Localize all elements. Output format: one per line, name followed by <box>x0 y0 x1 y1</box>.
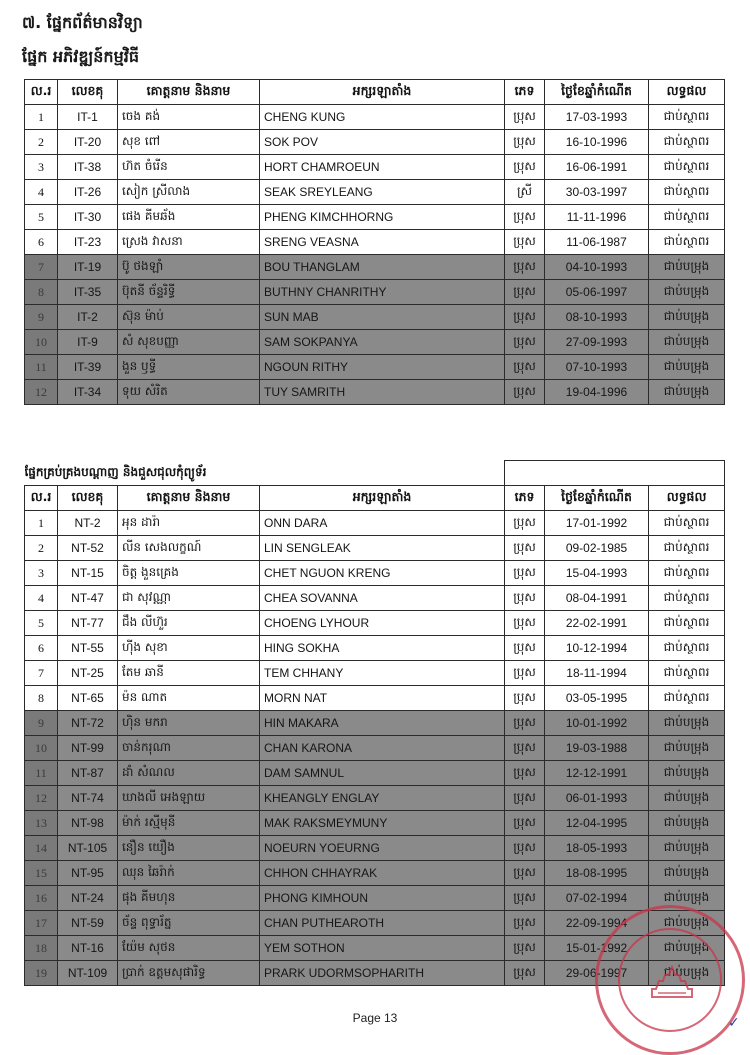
candidate-code: NT-59 <box>58 911 118 936</box>
latin-name: SUN MAB <box>260 305 505 330</box>
sex: ប្រុស <box>505 761 545 786</box>
result: ជាប់ស្ថាពរ <box>649 105 725 130</box>
date-of-birth: 18-05-1993 <box>545 836 649 861</box>
date-of-birth: 04-10-1993 <box>545 255 649 280</box>
row-number: 8 <box>25 686 58 711</box>
date-of-birth: 22-02-1991 <box>545 611 649 636</box>
latin-name: SRENG VEASNA <box>260 230 505 255</box>
table-row <box>25 355 725 380</box>
latin-name: DAM SAMNUL <box>260 761 505 786</box>
table-row <box>25 511 725 536</box>
col-header-code: លេខគុ <box>58 80 118 105</box>
date-of-birth: 12-04-1995 <box>545 811 649 836</box>
table-row <box>25 561 725 586</box>
network-section-empty <box>505 461 725 486</box>
col-header-result: លទ្ធផល <box>649 486 725 511</box>
col-header-sex: ភេទ <box>505 80 545 105</box>
khmer-name: ប្រាក់ ឧត្តមសុផារិទ្ធ <box>118 961 260 986</box>
row-number: 1 <box>25 105 58 130</box>
latin-name: KHEANGLY ENGLAY <box>260 786 505 811</box>
date-of-birth: 05-06-1997 <box>545 280 649 305</box>
latin-name: HORT CHAMROEUN <box>260 155 505 180</box>
candidate-code: NT-98 <box>58 811 118 836</box>
col-header-result: លទ្ធផល <box>649 80 725 105</box>
latin-name: NGOUN RITHY <box>260 355 505 380</box>
page-number: Page 13 <box>352 1011 398 1025</box>
candidate-code: NT-2 <box>58 511 118 536</box>
subsection-heading: ផ្នែក អភិវឌ្ឍន៍កម្មវិធី <box>22 47 139 66</box>
sex: ប្រុស <box>505 736 545 761</box>
row-number: 9 <box>25 305 58 330</box>
candidate-code: IT-26 <box>58 180 118 205</box>
khmer-name: ដាំ សំណល <box>118 761 260 786</box>
row-number: 6 <box>25 230 58 255</box>
khmer-name: ផេង គីមឆ័ង <box>118 205 260 230</box>
result: ជាប់ស្ថាពរ <box>649 636 725 661</box>
candidate-code: IT-1 <box>58 105 118 130</box>
row-number: 9 <box>25 711 58 736</box>
result: ជាប់បម្រុង <box>649 886 725 911</box>
khmer-name: ផុង គីមហុន <box>118 886 260 911</box>
sex: ប្រុស <box>505 380 545 405</box>
sex: ប្រុស <box>505 105 545 130</box>
latin-name: BOU THANGLAM <box>260 255 505 280</box>
sex: ប្រុស <box>505 611 545 636</box>
date-of-birth: 18-11-1994 <box>545 661 649 686</box>
sex: ស្រី <box>505 180 545 205</box>
khmer-name: តែម ឆានី <box>118 661 260 686</box>
candidate-code: NT-72 <box>58 711 118 736</box>
row-number: 4 <box>25 180 58 205</box>
table-row <box>25 661 725 686</box>
latin-name: CHOENG LYHOUR <box>260 611 505 636</box>
col-header-khmer-name: គោត្តនាម និងនាម <box>118 486 260 511</box>
latin-name: CHHON CHHAYRAK <box>260 861 505 886</box>
latin-name: SEAK SREYLEANG <box>260 180 505 205</box>
col-header-khmer-name: គោត្តនាម និងនាម <box>118 80 260 105</box>
result: ជាប់ស្ថាពរ <box>649 661 725 686</box>
khmer-name: នឿន យឿង <box>118 836 260 861</box>
latin-name: SOK POV <box>260 130 505 155</box>
sex: ប្រុស <box>505 711 545 736</box>
khmer-name: យ៉ែម សុថន <box>118 936 260 961</box>
sex: ប្រុស <box>505 586 545 611</box>
latin-name: MORN NAT <box>260 686 505 711</box>
latin-name: PRARK UDORMSOPHARITH <box>260 961 505 986</box>
khmer-name: សៀក ស្រីលាង <box>118 180 260 205</box>
col-header-dob: ថ្ងៃខែឆ្នាំកំណើត <box>545 486 649 511</box>
candidate-code: NT-25 <box>58 661 118 686</box>
row-number: 13 <box>25 811 58 836</box>
candidate-code: IT-19 <box>58 255 118 280</box>
date-of-birth: 16-10-1996 <box>545 130 649 155</box>
sex: ប្រុស <box>505 130 545 155</box>
candidate-code: NT-99 <box>58 736 118 761</box>
row-number: 17 <box>25 911 58 936</box>
table-row <box>25 886 725 911</box>
khmer-name: ចិត្ត ងួនគ្រេង <box>118 561 260 586</box>
section-heading: ៧. ផ្នែកព័ត៌មានវិទ្យា <box>22 13 143 32</box>
latin-name: TEM CHHANY <box>260 661 505 686</box>
sex: ប្រុស <box>505 686 545 711</box>
result: ជាប់បម្រុង <box>649 305 725 330</box>
col-header-latin-name: អក្សរឡាតាំង <box>260 486 505 511</box>
row-number: 19 <box>25 961 58 986</box>
sex: ប្រុស <box>505 936 545 961</box>
latin-name: BUTHNY CHANRITHY <box>260 280 505 305</box>
date-of-birth: 08-04-1991 <box>545 586 649 611</box>
khmer-name: ជា សុវណ្ណា <box>118 586 260 611</box>
table-row <box>25 380 725 405</box>
candidate-code: IT-2 <box>58 305 118 330</box>
sex: ប្រុស <box>505 911 545 936</box>
sex: ប្រុស <box>505 786 545 811</box>
result: ជាប់ស្ថាពរ <box>649 205 725 230</box>
col-header-no: ល.រ <box>25 80 58 105</box>
network-section-title: ផ្នែកគ្រប់គ្រងបណ្តាញ និងជួសជុលកុំព្យូទ័រ <box>25 461 505 486</box>
row-number: 3 <box>25 155 58 180</box>
candidate-code: NT-77 <box>58 611 118 636</box>
date-of-birth: 06-01-1993 <box>545 786 649 811</box>
candidate-code: IT-38 <box>58 155 118 180</box>
result: ជាប់ស្ថាពរ <box>649 586 725 611</box>
row-number: 14 <box>25 836 58 861</box>
date-of-birth: 11-11-1996 <box>545 205 649 230</box>
candidate-code: NT-74 <box>58 786 118 811</box>
result: ជាប់ស្ថាពរ <box>649 561 725 586</box>
row-number: 10 <box>25 736 58 761</box>
latin-name: PHENG KIMCHHORNG <box>260 205 505 230</box>
khmer-name: ចាន់ករុណា <box>118 736 260 761</box>
latin-name: SAM SOKPANYA <box>260 330 505 355</box>
candidate-code: IT-30 <box>58 205 118 230</box>
row-number: 12 <box>25 380 58 405</box>
row-number: 7 <box>25 255 58 280</box>
result: ជាប់ស្ថាពរ <box>649 155 725 180</box>
latin-name: NOEURN YOEURNG <box>260 836 505 861</box>
table-row <box>25 255 725 280</box>
table-row <box>25 130 725 155</box>
date-of-birth: 17-01-1992 <box>545 511 649 536</box>
date-of-birth: 07-02-1994 <box>545 886 649 911</box>
date-of-birth: 30-03-1997 <box>545 180 649 205</box>
date-of-birth: 15-01-1992 <box>545 936 649 961</box>
sex: ប្រុស <box>505 280 545 305</box>
row-number: 12 <box>25 786 58 811</box>
table-row <box>25 105 725 130</box>
date-of-birth: 18-08-1995 <box>545 861 649 886</box>
candidate-code: NT-87 <box>58 761 118 786</box>
latin-name: TUY SAMRITH <box>260 380 505 405</box>
sex: ប្រុស <box>505 155 545 180</box>
khmer-name: ហ៊ិន មករា <box>118 711 260 736</box>
result: ជាប់បម្រុង <box>649 380 725 405</box>
sex: ប្រុស <box>505 536 545 561</box>
date-of-birth: 15-04-1993 <box>545 561 649 586</box>
result: ជាប់បម្រុង <box>649 811 725 836</box>
row-number: 7 <box>25 661 58 686</box>
result: ជាប់បម្រុង <box>649 961 725 986</box>
result: ជាប់បម្រុង <box>649 736 725 761</box>
result: ជាប់ស្ថាពរ <box>649 611 725 636</box>
khmer-name: សំ សុខបញ្ញា <box>118 330 260 355</box>
result: ជាប់ស្ថាពរ <box>649 230 725 255</box>
latin-name: CHAN KARONA <box>260 736 505 761</box>
table-row <box>25 786 725 811</box>
latin-name: CHEA SOVANNA <box>260 586 505 611</box>
candidate-code: NT-105 <box>58 836 118 861</box>
khmer-name: សុខ ពៅ <box>118 130 260 155</box>
candidate-code: NT-15 <box>58 561 118 586</box>
date-of-birth: 11-06-1987 <box>545 230 649 255</box>
date-of-birth: 19-03-1988 <box>545 736 649 761</box>
date-of-birth: 22-09-1994 <box>545 911 649 936</box>
table-row <box>25 836 725 861</box>
khmer-name: ច័ន្ទ ពុទ្ធារ័ត្ន <box>118 911 260 936</box>
col-header-sex: ភេទ <box>505 486 545 511</box>
row-number: 18 <box>25 936 58 961</box>
col-header-dob: ថ្ងៃខែឆ្នាំកំណើត <box>545 80 649 105</box>
table-row <box>25 230 725 255</box>
temple-icon <box>650 965 694 999</box>
sex: ប្រុស <box>505 886 545 911</box>
date-of-birth: 27-09-1993 <box>545 330 649 355</box>
row-number: 11 <box>25 761 58 786</box>
result: ជាប់បម្រុង <box>649 330 725 355</box>
candidate-code: NT-95 <box>58 861 118 886</box>
khmer-name: ហ៊ីង សុខា <box>118 636 260 661</box>
khmer-name: ជឹង លីហ៊ួរ <box>118 611 260 636</box>
table-row <box>25 536 725 561</box>
result: ជាប់ស្ថាពរ <box>649 536 725 561</box>
table-row <box>25 586 725 611</box>
network-table-body <box>25 511 725 986</box>
result: ជាប់បម្រុង <box>649 711 725 736</box>
candidate-code: IT-23 <box>58 230 118 255</box>
candidate-code: IT-34 <box>58 380 118 405</box>
row-number: 3 <box>25 561 58 586</box>
table-row <box>25 155 725 180</box>
row-number: 5 <box>25 205 58 230</box>
khmer-name: ស៊ុន ម៉ាប់ <box>118 305 260 330</box>
table-row <box>25 611 725 636</box>
khmer-name: ទុយ សំរិត <box>118 380 260 405</box>
col-header-no: ល.រ <box>25 486 58 511</box>
khmer-name: ឈុន ឆៃរ៉ាក់ <box>118 861 260 886</box>
date-of-birth: 12-12-1991 <box>545 761 649 786</box>
date-of-birth: 03-05-1995 <box>545 686 649 711</box>
candidate-code: NT-52 <box>58 536 118 561</box>
date-of-birth: 10-01-1992 <box>545 711 649 736</box>
table-row <box>25 686 725 711</box>
date-of-birth: 07-10-1993 <box>545 355 649 380</box>
candidate-code: NT-65 <box>58 686 118 711</box>
khmer-name: ម៉ន ណាត <box>118 686 260 711</box>
latin-name: LIN SENGLEAK <box>260 536 505 561</box>
sex: ប្រុស <box>505 205 545 230</box>
result: ជាប់បម្រុង <box>649 861 725 886</box>
table-row <box>25 761 725 786</box>
row-number: 15 <box>25 861 58 886</box>
row-number: 16 <box>25 886 58 911</box>
table-row <box>25 861 725 886</box>
table-row <box>25 280 725 305</box>
latin-name: MAK RAKSMEYMUNY <box>260 811 505 836</box>
table-row <box>25 330 725 355</box>
date-of-birth: 10-12-1994 <box>545 636 649 661</box>
it-results-table <box>24 79 725 405</box>
row-number: 5 <box>25 611 58 636</box>
candidate-code: NT-47 <box>58 586 118 611</box>
khmer-name: ប៊ុតនី ច័ន្ទរិទ្ធី <box>118 280 260 305</box>
it-table-body <box>25 105 725 405</box>
result: ជាប់បម្រុង <box>649 911 725 936</box>
table-row <box>25 711 725 736</box>
result: ជាប់បម្រុង <box>649 936 725 961</box>
row-number: 1 <box>25 511 58 536</box>
latin-name: CHET NGUON KRENG <box>260 561 505 586</box>
table-row <box>25 205 725 230</box>
signature-initial-mark: ✓ <box>728 1015 740 1031</box>
latin-name: CHENG KUNG <box>260 105 505 130</box>
result: ជាប់បម្រុង <box>649 761 725 786</box>
row-number: 4 <box>25 586 58 611</box>
khmer-name: ប៊ូ ថងឡាំ <box>118 255 260 280</box>
row-number: 2 <box>25 130 58 155</box>
result: ជាប់បម្រុង <box>649 786 725 811</box>
sex: ប្រុស <box>505 636 545 661</box>
table-header-row <box>25 80 725 105</box>
result: ជាប់ស្ថាពរ <box>649 511 725 536</box>
khmer-name: ងួន ឫទ្ធី <box>118 355 260 380</box>
row-number: 8 <box>25 280 58 305</box>
latin-name: HING SOKHA <box>260 636 505 661</box>
row-number: 2 <box>25 536 58 561</box>
latin-name: CHAN PUTHEAROTH <box>260 911 505 936</box>
khmer-name: ចេង គង់ <box>118 105 260 130</box>
candidate-code: IT-9 <box>58 330 118 355</box>
sex: ប្រុស <box>505 961 545 986</box>
date-of-birth: 17-03-1993 <box>545 105 649 130</box>
result: ជាប់ស្ថាពរ <box>649 180 725 205</box>
khmer-name: ម៉ាក់ រស្មីមុនី <box>118 811 260 836</box>
sex: ប្រុស <box>505 330 545 355</box>
sex: ប្រុស <box>505 355 545 380</box>
col-header-code: លេខគុ <box>58 486 118 511</box>
row-number: 11 <box>25 355 58 380</box>
candidate-code: IT-20 <box>58 130 118 155</box>
latin-name: YEM SOTHON <box>260 936 505 961</box>
sex: ប្រុស <box>505 230 545 255</box>
khmer-name: អុន ដារ៉ា <box>118 511 260 536</box>
network-results-table <box>24 460 725 986</box>
sex: ប្រុស <box>505 861 545 886</box>
result: ជាប់ស្ថាពរ <box>649 686 725 711</box>
row-number: 6 <box>25 636 58 661</box>
date-of-birth: 16-06-1991 <box>545 155 649 180</box>
date-of-birth: 09-02-1985 <box>545 536 649 561</box>
network-section-title-row <box>25 461 725 486</box>
table-row <box>25 636 725 661</box>
sex: ប្រុស <box>505 811 545 836</box>
candidate-code: NT-24 <box>58 886 118 911</box>
khmer-name: ហ៊ត ចំរើន <box>118 155 260 180</box>
table-row <box>25 180 725 205</box>
date-of-birth: 19-04-1996 <box>545 380 649 405</box>
result: ជាប់បម្រុង <box>649 355 725 380</box>
sex: ប្រុស <box>505 255 545 280</box>
row-number: 10 <box>25 330 58 355</box>
candidate-code: IT-39 <box>58 355 118 380</box>
result: ជាប់ស្ថាពរ <box>649 130 725 155</box>
latin-name: HIN MAKARA <box>260 711 505 736</box>
result: ជាប់បម្រុង <box>649 280 725 305</box>
candidate-code: NT-109 <box>58 961 118 986</box>
sex: ប្រុស <box>505 511 545 536</box>
result: ជាប់បម្រុង <box>649 836 725 861</box>
khmer-name: ស្រេង វាសនា <box>118 230 260 255</box>
candidate-code: NT-16 <box>58 936 118 961</box>
date-of-birth: 29-06-1997 <box>545 961 649 986</box>
candidate-code: NT-55 <box>58 636 118 661</box>
khmer-name: ឃាងលី អេងឡាយ <box>118 786 260 811</box>
table-row <box>25 736 725 761</box>
sex: ប្រុស <box>505 561 545 586</box>
latin-name: PHONG KIMHOUN <box>260 886 505 911</box>
sex: ប្រុស <box>505 661 545 686</box>
candidate-code: IT-35 <box>58 280 118 305</box>
sex: ប្រុស <box>505 836 545 861</box>
sex: ប្រុស <box>505 305 545 330</box>
table-row <box>25 305 725 330</box>
latin-name: ONN DARA <box>260 511 505 536</box>
table-row <box>25 811 725 836</box>
result: ជាប់បម្រុង <box>649 255 725 280</box>
col-header-latin-name: អក្សរឡាតាំង <box>260 80 505 105</box>
date-of-birth: 08-10-1993 <box>545 305 649 330</box>
seal-inner-ring <box>618 928 722 1032</box>
khmer-name: លីន សេងលក្ខណ៍ <box>118 536 260 561</box>
official-seal-stamp <box>595 905 745 1055</box>
table-header-row <box>25 486 725 511</box>
